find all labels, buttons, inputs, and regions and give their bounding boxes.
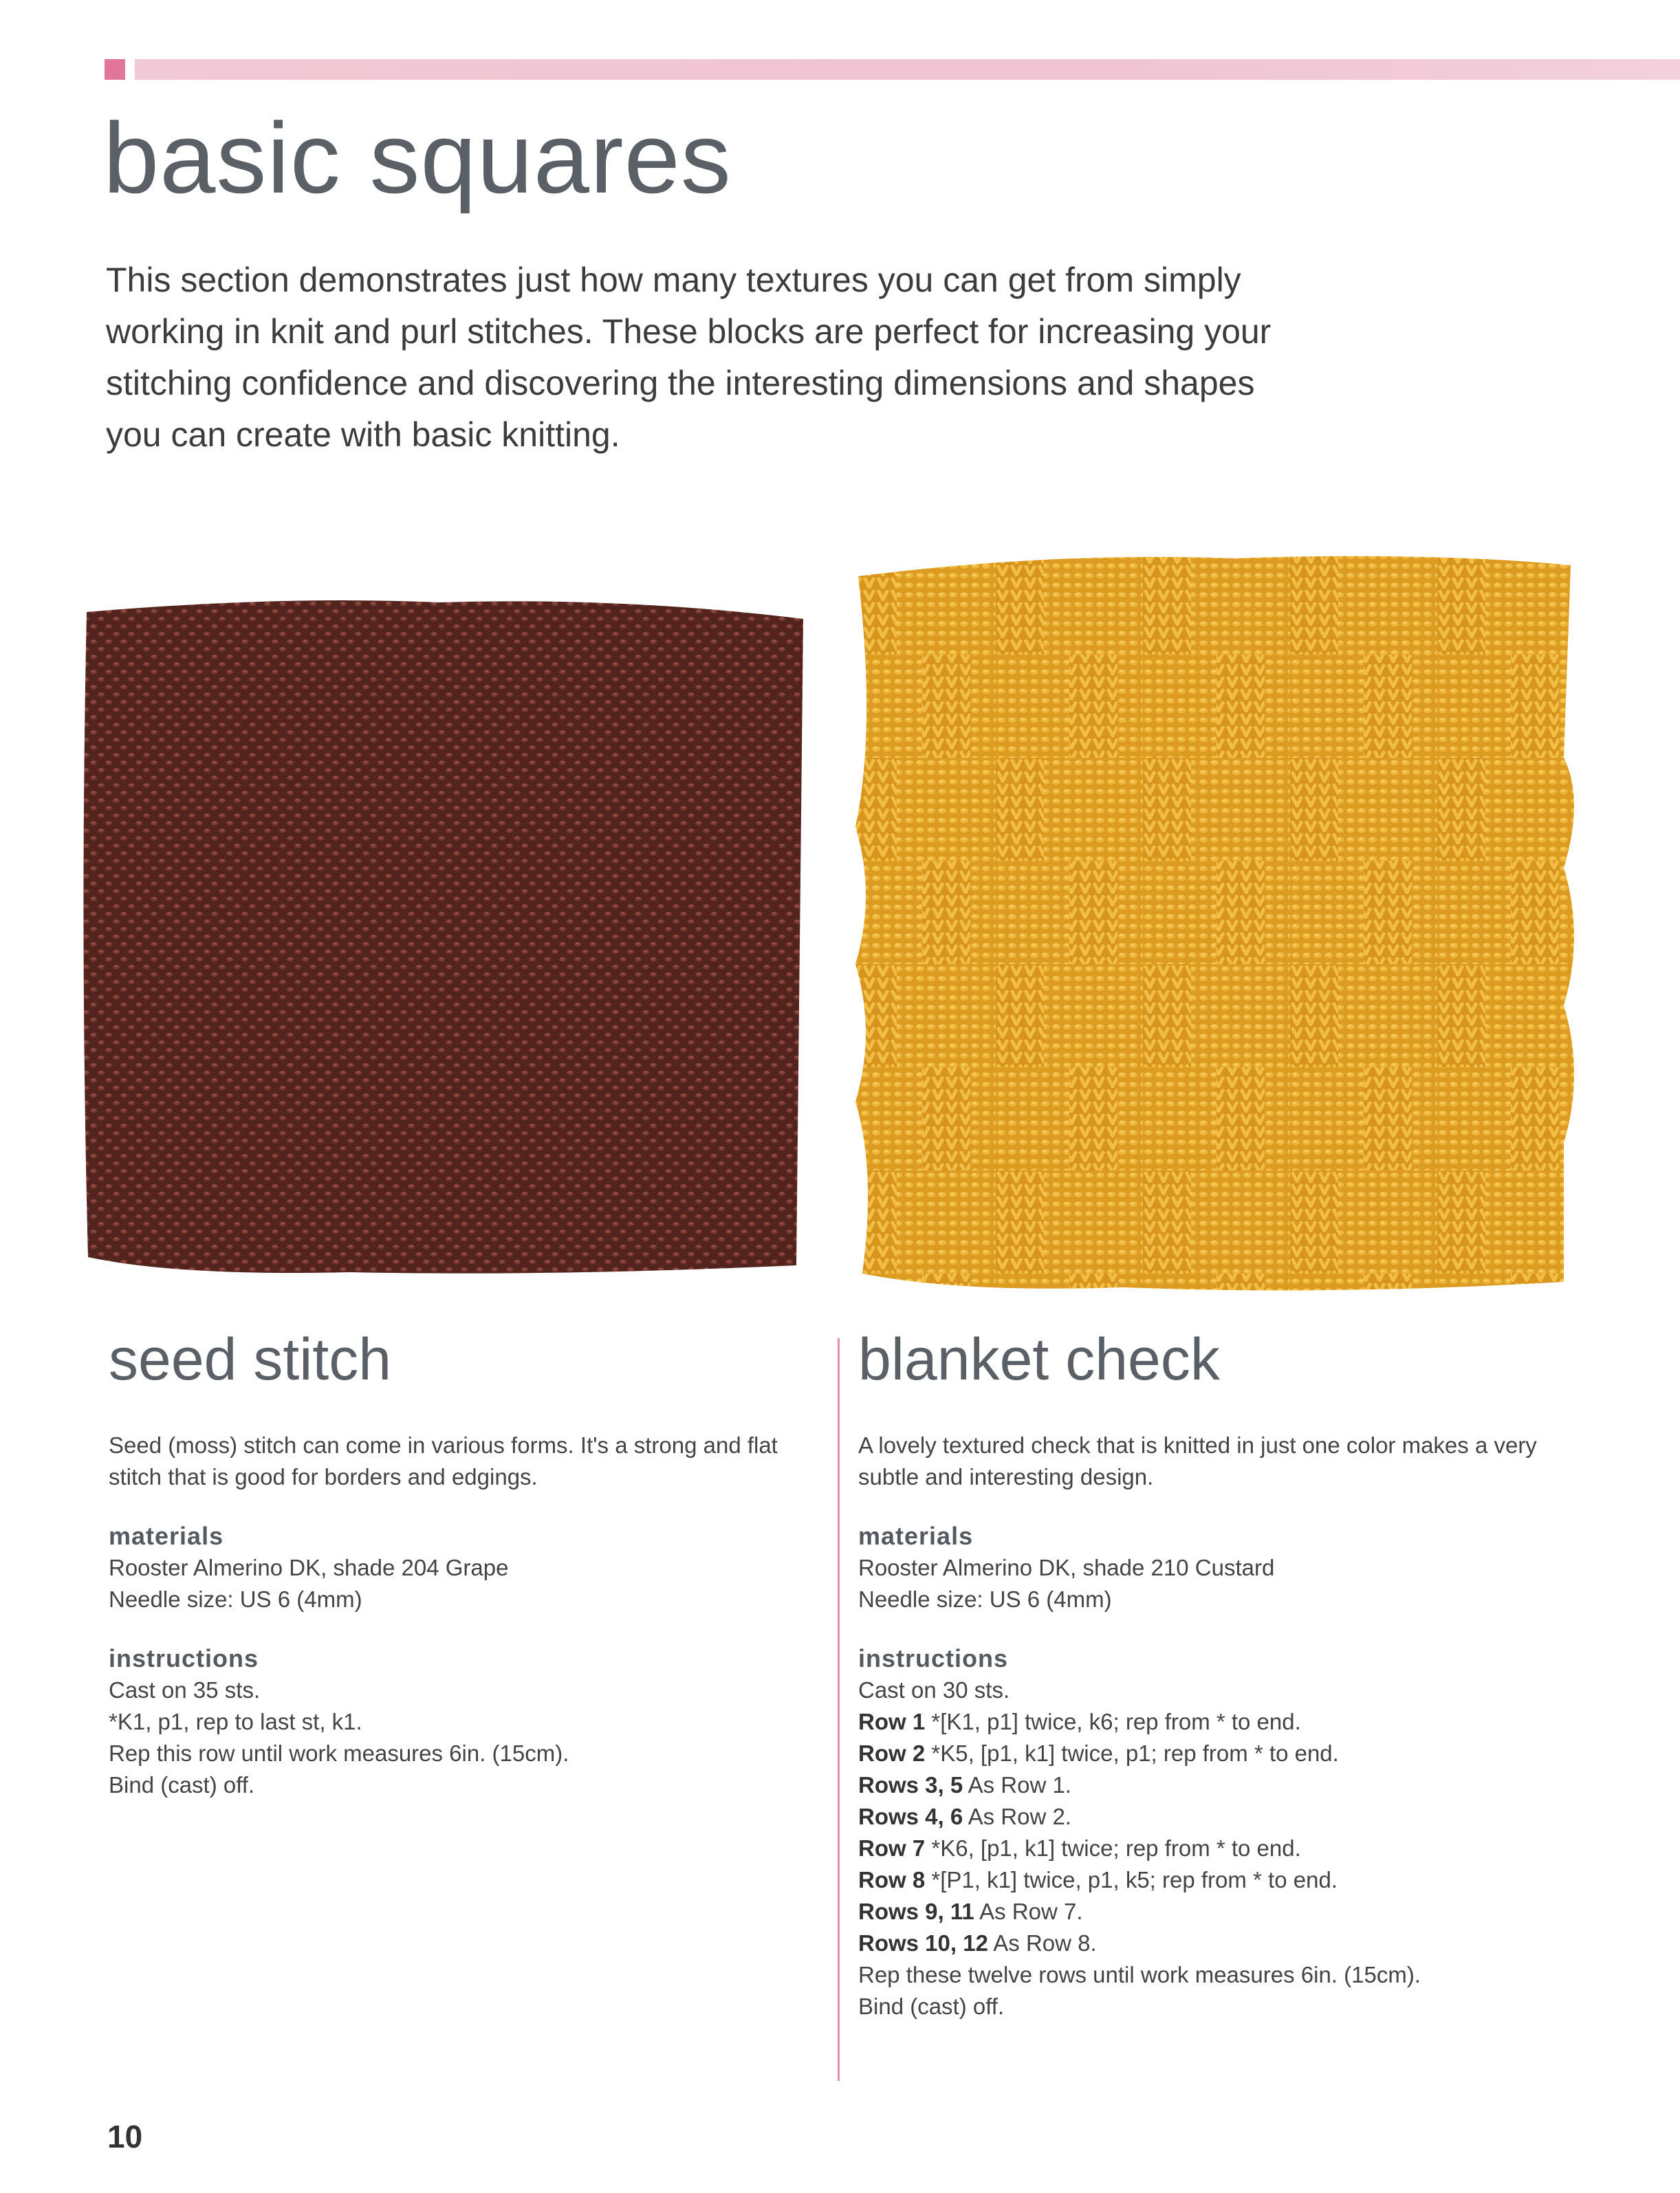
materials-heading: materials [109, 1521, 224, 1550]
seed-stitch-title: seed stitch [109, 1327, 392, 1393]
blanket-check-description: A lovely textured check that is knitted in just one color makes a very subtle and interesting design. [858, 1432, 1537, 1490]
instruction-cast-on: Cast on 30 sts. [858, 1677, 1010, 1703]
intro-paragraph: This section demonstrates just how many textures you can get from simply working in knit and purl stitches. These blocks are perfect for increasing your stitching confidence and discovering the interesting dimensions and shapes you can create with basic knitting. [106, 261, 1272, 454]
instruction-line: Rep these twelve rows until work measures 6in. (15cm). [858, 1961, 1421, 1987]
blanket-check-swatch-image [849, 552, 1582, 1296]
row-label: Rows 10, 12 [858, 1930, 988, 1956]
instruction-line: *K1, p1, rep to last st, k1. [109, 1708, 362, 1734]
row-text: *[K1, p1] twice, k6; rep from * to end. [931, 1708, 1301, 1734]
instruction-line: Cast on 35 sts. [109, 1677, 261, 1703]
materials-heading: materials [858, 1521, 974, 1550]
row-text: As Row 7. [979, 1898, 1083, 1924]
header-rule [135, 59, 1680, 80]
instructions-heading: instructions [109, 1644, 259, 1672]
instruction-row [858, 1928, 1573, 1959]
material-needle: Needle size: US 6 (4mm) [109, 1586, 362, 1612]
instruction-row [858, 1706, 1573, 1738]
instruction-row [858, 1769, 1573, 1801]
row-text: *K6, [p1, k1] twice; rep from * to end. [931, 1835, 1301, 1861]
seed-stitch-section [109, 1327, 824, 1801]
column-divider [838, 1338, 840, 2081]
row-label: Row 7 [858, 1835, 926, 1861]
row-label: Row 8 [858, 1866, 926, 1892]
blanket-check-title: blanket check [858, 1327, 1220, 1393]
seed-stitch-description: Seed (moss) stitch can come in various forms. It's a strong and flat stitch that is good for borders and edgings. [109, 1432, 778, 1490]
instruction-row [858, 1833, 1573, 1864]
row-text: As Row 8. [993, 1930, 1097, 1956]
page-title: basic squares [103, 102, 732, 214]
seed-stitch-swatch-image [74, 591, 813, 1276]
row-label: Rows 3, 5 [858, 1771, 963, 1798]
blanket-check-section [858, 1327, 1573, 2022]
row-text: *K5, [p1, k1] twice, p1; rep from * to end. [931, 1740, 1339, 1766]
page-number: 10 [107, 2119, 143, 2154]
header-accent-square [105, 59, 125, 80]
instructions-heading: instructions [858, 1644, 1009, 1672]
row-text: *[P1, k1] twice, p1, k5; rep from * to end. [931, 1866, 1338, 1892]
material-yarn: Rooster Almerino DK, shade 210 Custard [858, 1554, 1275, 1580]
material-yarn: Rooster Almerino DK, shade 204 Grape [109, 1554, 509, 1580]
row-label: Rows 9, 11 [858, 1898, 974, 1924]
row-text: As Row 1. [968, 1771, 1071, 1798]
instruction-line: Rep this row until work measures 6in. (15cm). [109, 1740, 569, 1766]
material-needle: Needle size: US 6 (4mm) [858, 1586, 1112, 1612]
instruction-row [858, 1864, 1573, 1896]
row-label: Row 2 [858, 1740, 926, 1766]
instruction-row [858, 1896, 1573, 1928]
row-text: As Row 2. [968, 1803, 1071, 1829]
instruction-row [858, 1801, 1573, 1833]
row-label: Rows 4, 6 [858, 1803, 963, 1829]
instruction-line: Bind (cast) off. [858, 1993, 1005, 2019]
instruction-line: Bind (cast) off. [109, 1771, 255, 1798]
row-label: Row 1 [858, 1708, 926, 1734]
instruction-row [858, 1738, 1573, 1769]
